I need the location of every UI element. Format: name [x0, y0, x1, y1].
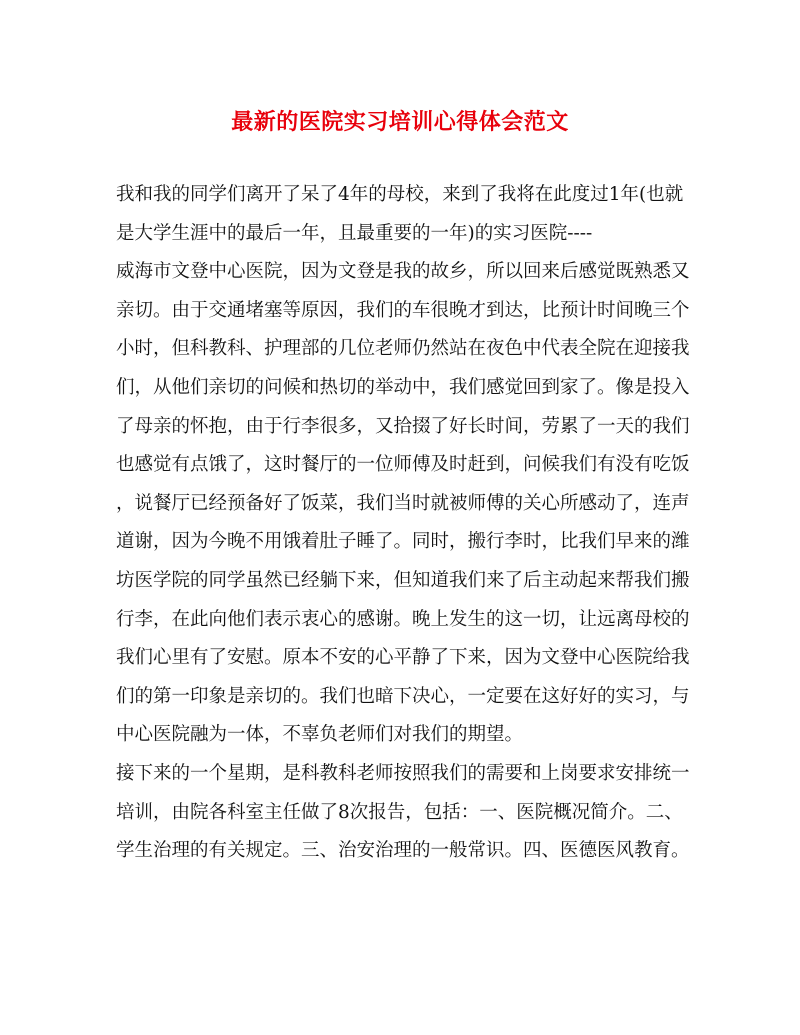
- document-body: [116, 176, 696, 871]
- body-line: 了母亲的怀抱，由于行李很多，又拾掇了好长时间，劳累了一天的我们: [116, 415, 690, 437]
- body-line: 亲切。由于交通堵塞等原因，我们的车很晚才到达，比预计时间晚三个: [116, 299, 690, 321]
- body-line: 我们心里有了安慰。原本不安的心平静了下来，因为文登中心医院给我: [116, 647, 690, 669]
- body-line: 学生治理的有关规定。三、治安治理的一般常识。四、医德医风教育。: [116, 840, 690, 862]
- body-line: 们的第一印象是亲切的。我们也暗下决心，一定要在这好好的实习，与: [116, 685, 690, 707]
- body-line: 坊医学院的同学虽然已经躺下来，但知道我们来了后主动起来帮我们搬: [116, 569, 690, 591]
- body-line: ，说餐厅已经预备好了饭菜，我们当时就被师傅的关心所感动了，连声: [116, 492, 690, 514]
- body-line: 道谢，因为今晚不用饿着肚子睡了。同时，搬行李时，比我们早来的潍: [116, 531, 690, 553]
- body-line: 中心医院融为一体，不辜负老师们对我们的期望。: [116, 724, 524, 746]
- body-line: 培训，由院各科室主任做了8次报告，包括：一、医院概况简介。二、: [116, 801, 683, 823]
- body-line: 小时，但科教科、护理部的几位老师仍然站在夜色中代表全院在迎接我: [116, 338, 690, 360]
- body-line: 们，从他们亲切的问候和热切的举动中，我们感觉回到家了。像是投入: [116, 376, 690, 398]
- body-line: 也感觉有点饿了，这时餐厅的一位师傅及时赶到，问候我们有没有吃饭: [116, 454, 690, 476]
- body-line: 我和我的同学们离开了呆了4年的母校，来到了我将在此度过1年(也就: [116, 184, 684, 205]
- body-line: 是大学生涯中的最后一年，且最重要的一年)的实习医院----: [116, 222, 593, 244]
- body-line: 接下来的一个星期，是科教科老师按照我们的需要和上岗要求安排统一: [116, 762, 690, 784]
- body-line: 威海市文登中心医院，因为文登是我的故乡，所以回来后感觉既熟悉又: [116, 261, 690, 283]
- body-line: 行李，在此向他们表示衷心的感谢。晚上发生的这一切，让远离母校的: [116, 608, 690, 630]
- document-title: 最新的医院实习培训心得体会范文: [231, 109, 569, 135]
